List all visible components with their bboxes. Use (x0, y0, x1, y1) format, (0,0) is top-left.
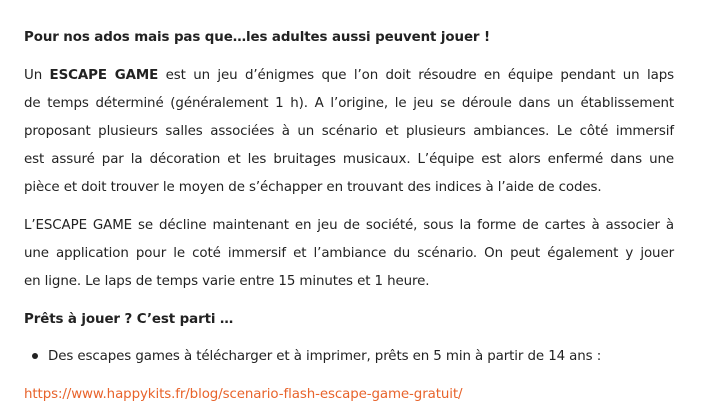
paragraph1-prefix: Un (24, 68, 50, 83)
paragraph1-line5: pièce et doit trouver le moyen de s’échapper en trouvant des indices à l’aide de codes. (24, 180, 602, 195)
paragraph1-line4: est assuré par la décoration et les bruitages musicaux. L’équipe est alors enfermé dans une (24, 152, 674, 167)
list-item: Des escapes games à télécharger et à imprimer, prêts en 5 min à partir de 14 ans : (48, 349, 602, 364)
paragraph1-line3: proposant plusieurs salles associées à un scénario et plusieurs ambiances. Le côté immersif (24, 124, 674, 139)
escape-game-term: ESCAPE GAME (49, 68, 159, 83)
paragraph2-line1: L’ESCAPE GAME se décline maintenant en jeu de société, sous la forme de cartes à associer à (24, 218, 674, 233)
intro-heading: Pour nos ados mais pas que…les adultes aussi peuvent jouer ! (24, 30, 490, 45)
escape-game-link[interactable]: https://www.happykits.fr/blog/scenario-flash-escape-game-gratuit/ (24, 387, 463, 402)
subheading: Prêts à jouer ? C’est parti … (24, 312, 234, 327)
paragraph2-line2: une application pour le coté immersif et l’ambiance du scénario. On peut également y jouer (24, 246, 674, 261)
paragraph2-line3: en ligne. Le laps de temps varie entre 15 minutes et 1 heure. (24, 274, 430, 289)
paragraph1-line1 (24, 66, 674, 86)
paragraph1-line1-rest: est un jeu d’énigmes que l’on doit résoudre en équipe pendant un laps (158, 68, 675, 83)
paragraph1-line2: de temps déterminé (généralement 1 h). A l’origine, le jeu se déroule dans un établissement (24, 96, 674, 111)
bullet-icon (32, 353, 38, 359)
